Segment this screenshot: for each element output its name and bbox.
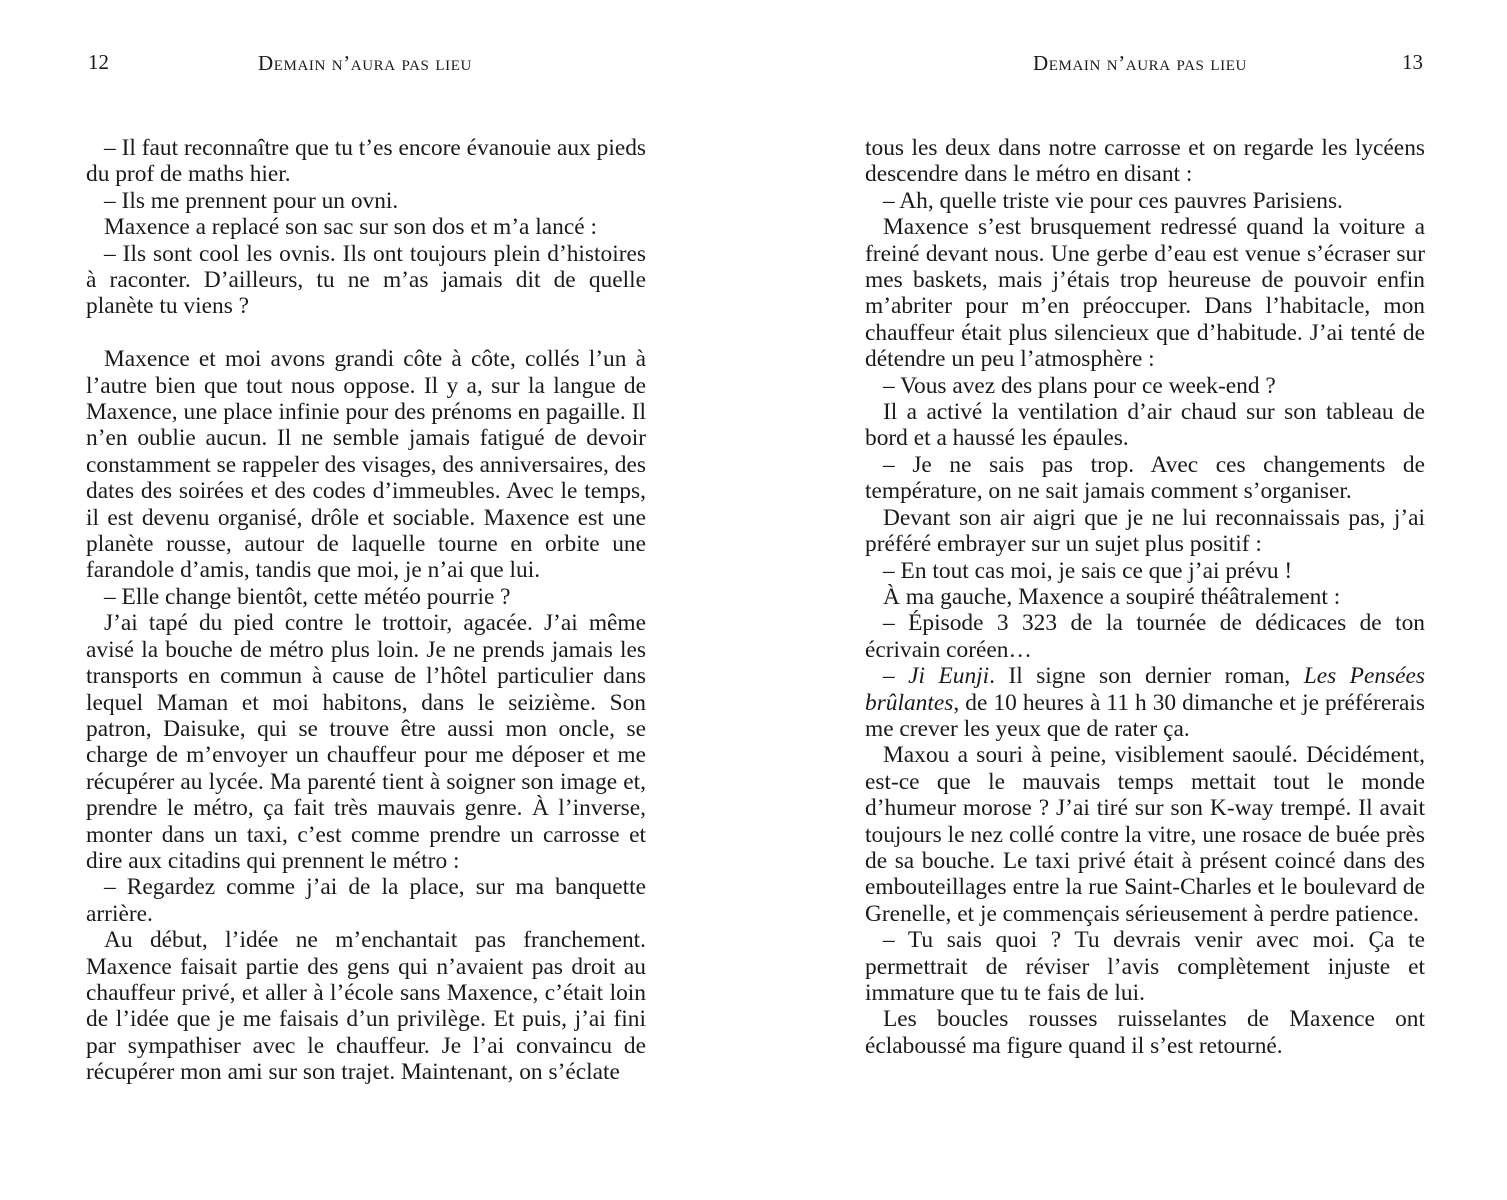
paragraph: Devant son air aigri que je ne lui reconnaissais pas, j’ai préféré embrayer sur un sujet plus positif : — [865, 504, 1425, 558]
paragraph: Maxence s’est brusquement redressé quand la voiture a freiné devant nous. Une gerbe d’eau est venue s’écraser sur mes baskets, mais j’étais trop heureuse de pouvoir enfin m’abriter pour m’en préoccuper. Dans l’habitacle, mon chauffeur était plus silencieux que d’habitude. J’ai tenté de détendre un peu l’atmosphère : — [865, 214, 1425, 373]
paragraph: J’ai tapé du pied contre le trottoir, agacée. J’ai même avisé la bouche de métro plus loin. Je ne prends jamais les transports en commun à cause de l’hôtel particulier dans lequel Maman et moi habitons, dans le seizième. Son patron, Daisuke, qui se trouve être aussi mon oncle, se charge de m’envoyer un chauffeur pour me déposer et me récupérer au lycée. Ma parenté tient à soigner son image et, prendre le métro, ça fait très mauvais genre. À l’inverse, monter dans un taxi, c’est comme prendre un carrosse et dire aux citadins qui prennent le métro : — [86, 610, 646, 874]
paragraph: – Je ne sais pas trop. Avec ces changements de température, on ne sait jamais comment s’organiser. — [865, 451, 1425, 505]
paragraph: Au début, l’idée ne m’enchantait pas franchement. Maxence faisait partie des gens qui n’avaient pas droit au chauffeur privé, et aller à l’école sans Maxence, c’était loin de l’idée que je me faisais d’un privilège. Et puis, j’ai fini par sympathiser avec le chauffeur. Je l’ai convaincu de récupérer mon ami sur son trajet. Maintenant, on s’éclate — [86, 927, 646, 1086]
paragraph: – Vous avez des plans pour ce week-end ? — [883, 372, 1276, 399]
right-page-header — [865, 50, 1425, 80]
paragraph: À ma gauche, Maxence a soupiré théâtralement : — [883, 583, 1341, 610]
paragraph: – Elle change bientôt, cette météo pourrie ? — [104, 583, 511, 610]
left-page-header — [86, 50, 646, 80]
paragraph: – Ah, quelle triste vie pour ces pauvres Parisiens. — [883, 187, 1343, 214]
paragraph: – Tu sais quoi ? Tu devrais venir avec moi. Ça te permettrait de réviser l’avis complètement injuste et immature que tu te fais de lui. — [865, 927, 1425, 1006]
paragraph: – Ils sont cool les ovnis. Ils ont toujours plein d’histoires à raconter. D’ailleurs, tu ne m’as jamais dit de quelle planète tu viens ? — [86, 240, 646, 320]
paragraph: – Il faut reconnaître que tu t’es encore évanouie aux pieds du prof de maths hier. — [86, 135, 646, 188]
paragraph: – Épisode 3 323 de la tournée de dédicaces de ton écrivain coréen… — [865, 610, 1425, 663]
dialogue-dash: – — [883, 663, 909, 690]
paragraph: Il a activé la ventilation d’air chaud sur son tableau de bord et a haussé les épaules. — [865, 399, 1425, 452]
paragraph: Maxence a replacé son sac sur son dos et m’a lancé : — [104, 214, 597, 241]
paragraph: – Regardez comme j’ai de la place, sur ma banquette arrière. — [86, 874, 646, 927]
book-title: Les Pensées brûlantes — [865, 663, 1425, 716]
left-page-body — [86, 135, 646, 1086]
text-run: . Il signe son dernier roman, — [989, 663, 1304, 690]
section-break — [86, 320, 646, 346]
running-title: Demain n’aura pas lieu — [258, 51, 472, 75]
text-run: , de 10 heures à 11 h 30 dimanche et je préférerais me crever les yeux que de rater ça. — [865, 689, 1425, 742]
paragraph: – En tout cas moi, je sais ce que j’ai prévu ! — [883, 557, 1293, 584]
page-number: 13 — [1402, 50, 1423, 74]
right-page — [865, 0, 1425, 1200]
author-name: Ji Eunji — [908, 663, 990, 690]
paragraph: – Ils me prennent pour un ovni. — [104, 187, 399, 214]
paragraph — [865, 663, 1425, 742]
page-number: 12 — [88, 50, 109, 74]
running-title: Demain n’aura pas lieu — [1033, 51, 1247, 75]
paragraph: Maxence et moi avons grandi côte à côte, collés l’un à l’autre bien que tout nous oppose. Il y a, sur la langue de Maxence, une place infinie pour des prénoms en pagaille. Il n’en oublie aucun. Il ne semble jamais fatigué de devoir constamment se rappeler des visages, des anniversaires, des dates des soirées et des codes d’immeubles. Avec le temps, il est devenu organisé, drôle et sociable. Maxence est une planète rousse, autour de laquelle tourne en orbite une farandole d’amis, tandis que moi, je n’ai que lui. — [86, 346, 646, 584]
paragraph: Les boucles rousses ruisselantes de Maxence ont éclaboussé ma figure quand il s’est retourné. — [865, 1006, 1425, 1059]
right-page-body — [865, 135, 1425, 1059]
paragraph: tous les deux dans notre carrosse et on regarde les lycéens descendre dans le métro en disant : — [865, 135, 1425, 188]
left-page — [86, 0, 646, 1200]
paragraph: Maxou a souri à peine, visiblement saoulé. Décidément, est-ce que le mauvais temps mettait tout le monde d’humeur morose ? J’ai tiré sur son K-way trempé. Il avait toujours le nez collé contre la vitre, une rosace de buée près de sa bouche. Le taxi privé était à présent coincé dans des embouteillages entre la rue Saint-Charles et le boulevard de Grenelle, et je commençais sérieusement à perdre patience. — [865, 742, 1425, 927]
